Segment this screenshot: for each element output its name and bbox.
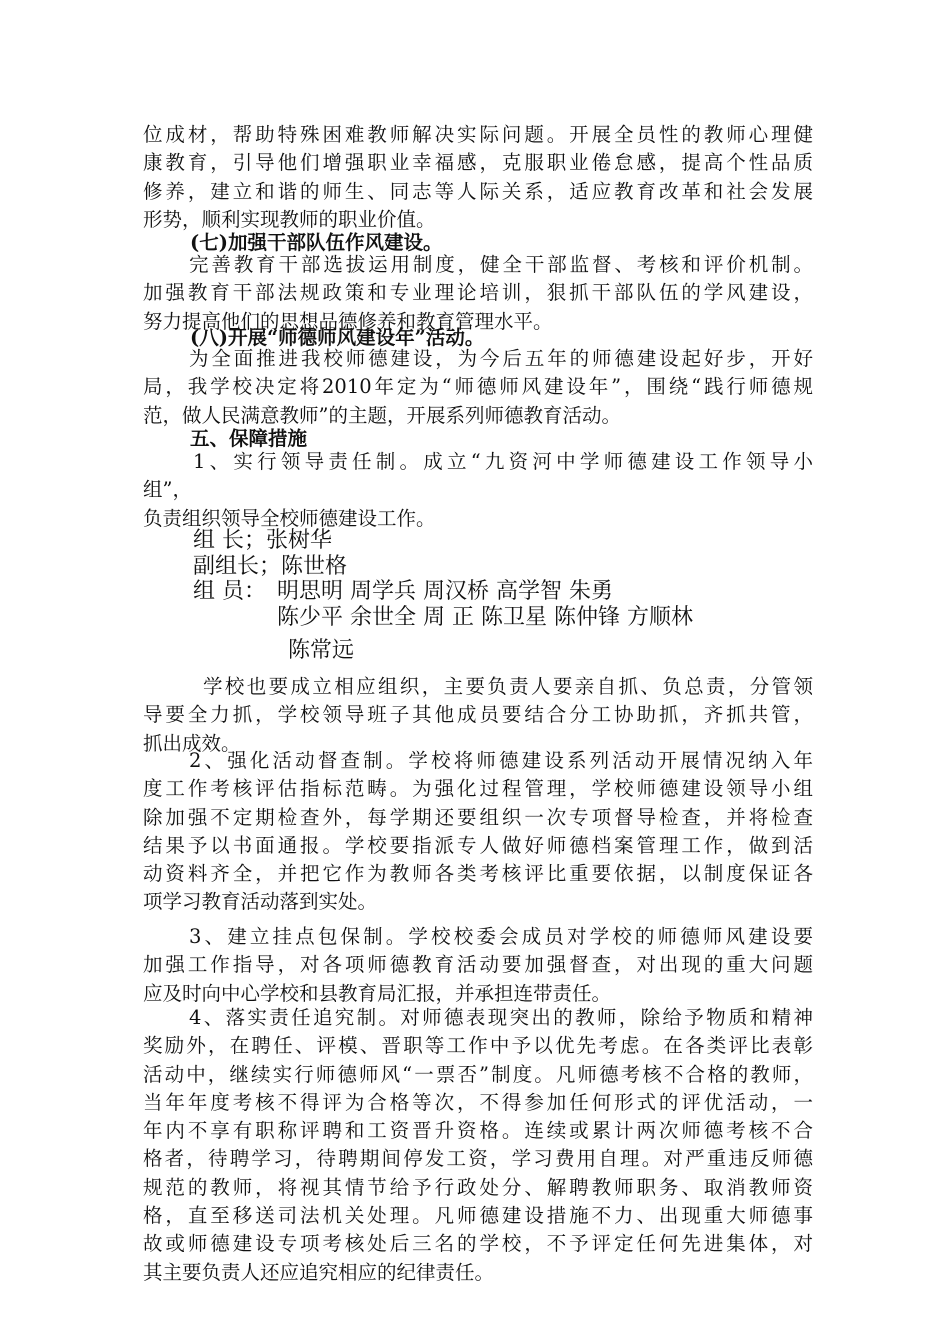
text-line: 努力提高他们的思想品德修养和教育管理水平。 (143, 309, 553, 333)
team-leader: 组 长；张树华 (193, 528, 332, 553)
text-line: 故或师德建设专项考核处后三名的学校，不予评定任何先进集体，对 (143, 1232, 813, 1256)
paragraph-organization (143, 673, 813, 758)
measure-2 (143, 747, 813, 917)
text-line: 应及时向中心学校和县教育局汇报，并承担连带责任。 (143, 981, 612, 1005)
text-line: 位成材，帮助特殊困难教师解决实际问题。开展全员性的教师心理健 (143, 123, 813, 146)
text-line: 学校也要成立相应组织，主要负责人要亲自抓、负总责，分管领 (203, 675, 813, 698)
text-line: 奖励外，在聘任、评模、晋职等工作中予以优先考虑。在各类评比表彰 (143, 1034, 813, 1058)
text-line: 导要全力抓，学校领导班子其他成员要结合分工协助抓，齐抓共管， (143, 703, 813, 727)
measure-4 (143, 1004, 813, 1287)
paragraph-teacher-support (143, 121, 813, 234)
heading-section-7: (七)加强干部队伍作风建设。 (190, 231, 443, 254)
team-deputy: 副组长；陈世格 (193, 554, 348, 579)
text-line: 完善教育干部选拔运用制度，健全干部监督、考核和评价机制。 (189, 253, 813, 276)
text-line: 康教育，引导他们增强职业幸福感，克服职业倦怠感，提高个性品质 (143, 151, 813, 175)
text-line: 3、建立挂点包保制。学校校委会成员对学校的师德师风建设要 (189, 925, 813, 948)
text-line: 组”， (143, 478, 192, 502)
text-line: 格者，待聘学习，待聘期间停发工资，学习费用自理。对严重违反师德 (143, 1147, 813, 1171)
measure-1 (143, 448, 813, 533)
team-members-row: 陈常远 (288, 638, 355, 663)
text-line: 修养，建立和谐的师生、同志等人际关系，适应教育改革和社会发展 (143, 179, 813, 203)
text-line: 为全面推进我校师德建设，为今后五年的师德建设起好步，开好 (189, 347, 813, 370)
text-line: 加强教育干部法规政策和专业理论培训，狠抓干部队伍的学风建设， (143, 281, 813, 305)
paragraph-ethics-year (143, 345, 813, 430)
text-line: 形势，顺利实现教师的职业价值。 (143, 207, 436, 231)
text-line: 结果予以书面通报。学校要指派专人做好师德档案管理工作，做到活 (143, 833, 813, 857)
text-line: 4、落实责任追究制。对师德表现突出的教师，除给予物质和精神 (189, 1006, 813, 1029)
text-line: 范，做人民满意教师”的主题，开展系列师德教育活动。 (143, 403, 621, 427)
text-line: 1、实行领导责任制。成立“九资河中学师德建设工作领导小 (193, 450, 813, 473)
text-line: 局，我学校决定将2010年定为“师德师风建设年”，围绕“践行师德规 (143, 375, 813, 399)
text-line: 抓出成效。 (143, 731, 241, 755)
team-members-row: 明思明 周学兵 周汉桥 高学智 朱勇 (277, 579, 613, 604)
text-line: 除加强不定期检查外，每学期还要组织一次专项督导检查，并将检查 (143, 805, 813, 829)
text-line: 负责组织领导全校师德建设工作。 (143, 506, 436, 530)
text-line: 2、强化活动督查制。学校将师德建设系列活动开展情况纳入年 (189, 749, 813, 772)
measure-3 (143, 923, 813, 1008)
team-members-label: 组 员： (193, 579, 266, 604)
text-line: 规范的教师，将视其情节给予行政处分、解聘教师职务、取消教师资 (143, 1175, 813, 1199)
text-line: 度工作考核评估指标范畴。为强化过程管理，学校师德建设领导小组 (143, 777, 813, 801)
team-members-row: 陈少平 余世全 周 正 陈卫星 陈仲锋 方顺林 (277, 605, 693, 630)
text-line: 格，直至移送司法机关处理。凡师德建设措施不力、出现重大师德事 (143, 1204, 813, 1228)
text-line: 其主要负责人还应追究相应的纪律责任。 (143, 1260, 495, 1284)
heading-section-8: (八)开展“师德师风建设年”活动。 (190, 326, 485, 349)
text-line: 活动中，继续实行师德师风“一票否”制度。凡师德考核不合格的教师， (143, 1062, 813, 1086)
heading-safeguards: 五、保障措施 (190, 427, 308, 450)
text-line: 年内不享有职称评聘和工资晋升资格。连续或累计两次师德考核不合 (143, 1119, 813, 1143)
text-line: 动资料齐全，并把它作为教师各类考核评比重要依据，以制度保证各 (143, 862, 813, 886)
text-line: 项学习教育活动落到实处。 (143, 890, 378, 914)
text-line: 当年年度考核不得评为合格等次，不得参加任何形式的评优活动，一 (143, 1090, 813, 1114)
text-line: 加强工作指导，对各项师德教育活动要加强督查，对出现的重大问题 (143, 953, 813, 977)
